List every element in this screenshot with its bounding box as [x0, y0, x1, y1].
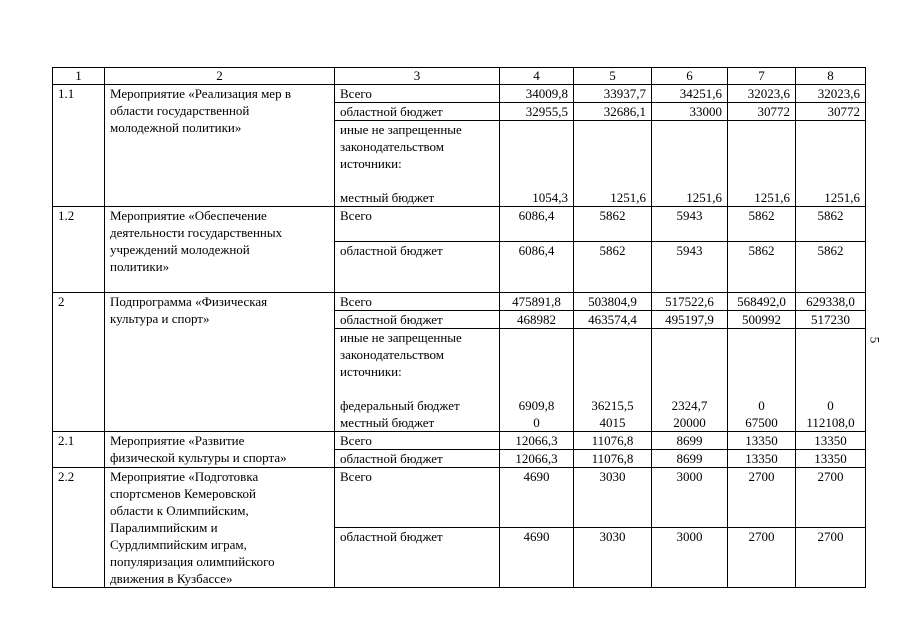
- col-header: 2: [105, 68, 335, 85]
- value-cell: 4690: [500, 528, 574, 588]
- page-number: 5: [867, 336, 883, 344]
- table-row: [53, 293, 866, 311]
- value-cell: 32955,5: [500, 103, 574, 121]
- value-cell: 5943: [652, 207, 728, 242]
- value-cell: 8699: [652, 432, 728, 450]
- value-cell: 1251,6: [652, 121, 728, 207]
- source-cell: Всего: [335, 468, 500, 528]
- value-cell: 500992: [728, 311, 796, 329]
- value-cell: 2700: [728, 528, 796, 588]
- value-cell: 2700: [796, 528, 866, 588]
- value-cell: 8699: [652, 450, 728, 468]
- value-cell: 0 67500: [728, 329, 796, 432]
- value-cell: 11076,8: [574, 450, 652, 468]
- col-header: 1: [53, 68, 105, 85]
- value-cell: 13350: [728, 450, 796, 468]
- value-cell: 0 112108,0: [796, 329, 866, 432]
- value-cell: 3000: [652, 468, 728, 528]
- value-cell: 6086,4: [500, 242, 574, 293]
- value-cell: 463574,4: [574, 311, 652, 329]
- row-number: 2.2: [53, 468, 105, 588]
- col-header: 7: [728, 68, 796, 85]
- value-cell: 6086,4: [500, 207, 574, 242]
- value-cell: 33937,7: [574, 85, 652, 103]
- activity-name: Мероприятие «Реализация мер в области государственной молодежной политики»: [105, 85, 335, 207]
- value-cell: 3000: [652, 528, 728, 588]
- source-cell: областной бюджет: [335, 103, 500, 121]
- table-row: [53, 468, 866, 528]
- value-cell: 5862: [574, 242, 652, 293]
- value-cell: 5862: [574, 207, 652, 242]
- value-cell: 495197,9: [652, 311, 728, 329]
- source-cell: иные не запрещенные законодательством источники: федеральный бюджет местный бюджет: [335, 329, 500, 432]
- source-cell: областной бюджет: [335, 528, 500, 588]
- value-cell: 1054,3: [500, 121, 574, 207]
- row-number: 2: [53, 293, 105, 432]
- value-cell: 34251,6: [652, 85, 728, 103]
- budget-table: [52, 67, 866, 588]
- value-cell: 30772: [728, 103, 796, 121]
- value-cell: 1251,6: [728, 121, 796, 207]
- value-cell: 475891,8: [500, 293, 574, 311]
- value-cell: 30772: [796, 103, 866, 121]
- header-row: [53, 68, 866, 85]
- value-cell: 12066,3: [500, 432, 574, 450]
- activity-name: Мероприятие «Обеспечение деятельности государственных учреждений молодежной политики»: [105, 207, 335, 293]
- value-cell: 5862: [796, 207, 866, 242]
- value-cell: 5862: [728, 242, 796, 293]
- value-cell: 5943: [652, 242, 728, 293]
- value-cell: 33000: [652, 103, 728, 121]
- value-cell: 13350: [728, 432, 796, 450]
- value-cell: 34009,8: [500, 85, 574, 103]
- row-number: 2.1: [53, 432, 105, 468]
- value-cell: 36215,5 4015: [574, 329, 652, 432]
- value-cell: 2700: [728, 468, 796, 528]
- value-cell: 32686,1: [574, 103, 652, 121]
- source-cell: Всего: [335, 207, 500, 242]
- value-cell: 3030: [574, 468, 652, 528]
- value-cell: 517522,6: [652, 293, 728, 311]
- value-cell: 6909,8 0: [500, 329, 574, 432]
- value-cell: 2324,7 20000: [652, 329, 728, 432]
- value-cell: 11076,8: [574, 432, 652, 450]
- source-cell: Всего: [335, 432, 500, 450]
- table-row: [53, 207, 866, 242]
- col-header: 6: [652, 68, 728, 85]
- value-cell: 13350: [796, 450, 866, 468]
- subprogram-name: Подпрограмма «Физическая культура и спорт»: [105, 293, 335, 432]
- value-cell: 5862: [728, 207, 796, 242]
- value-cell: 13350: [796, 432, 866, 450]
- row-number: 1.1: [53, 85, 105, 207]
- source-cell: Всего: [335, 85, 500, 103]
- activity-name: Мероприятие «Развитие физической культуры и спорта»: [105, 432, 335, 468]
- col-header: 4: [500, 68, 574, 85]
- value-cell: 568492,0: [728, 293, 796, 311]
- value-cell: 1251,6: [574, 121, 652, 207]
- table-row: [53, 85, 866, 103]
- col-header: 3: [335, 68, 500, 85]
- source-cell: областной бюджет: [335, 311, 500, 329]
- value-cell: 468982: [500, 311, 574, 329]
- col-header: 5: [574, 68, 652, 85]
- source-cell: областной бюджет: [335, 450, 500, 468]
- value-cell: 4690: [500, 468, 574, 528]
- source-cell: Всего: [335, 293, 500, 311]
- value-cell: 629338,0: [796, 293, 866, 311]
- col-header: 8: [796, 68, 866, 85]
- value-cell: 12066,3: [500, 450, 574, 468]
- activity-name: Мероприятие «Подготовка спортсменов Кемеровской области к Олимпийским, Паралимпийским и Сурдлимпийским играм, популяризация олимпийского движения в Кузбассе»: [105, 468, 335, 588]
- source-cell: иные не запрещенные законодательством источники: местный бюджет: [335, 121, 500, 207]
- value-cell: 32023,6: [728, 85, 796, 103]
- value-cell: 503804,9: [574, 293, 652, 311]
- value-cell: 32023,6: [796, 85, 866, 103]
- source-cell: областной бюджет: [335, 242, 500, 293]
- table-row: [53, 432, 866, 450]
- value-cell: 5862: [796, 242, 866, 293]
- value-cell: 3030: [574, 528, 652, 588]
- value-cell: 517230: [796, 311, 866, 329]
- row-number: 1.2: [53, 207, 105, 293]
- value-cell: 1251,6: [796, 121, 866, 207]
- value-cell: 2700: [796, 468, 866, 528]
